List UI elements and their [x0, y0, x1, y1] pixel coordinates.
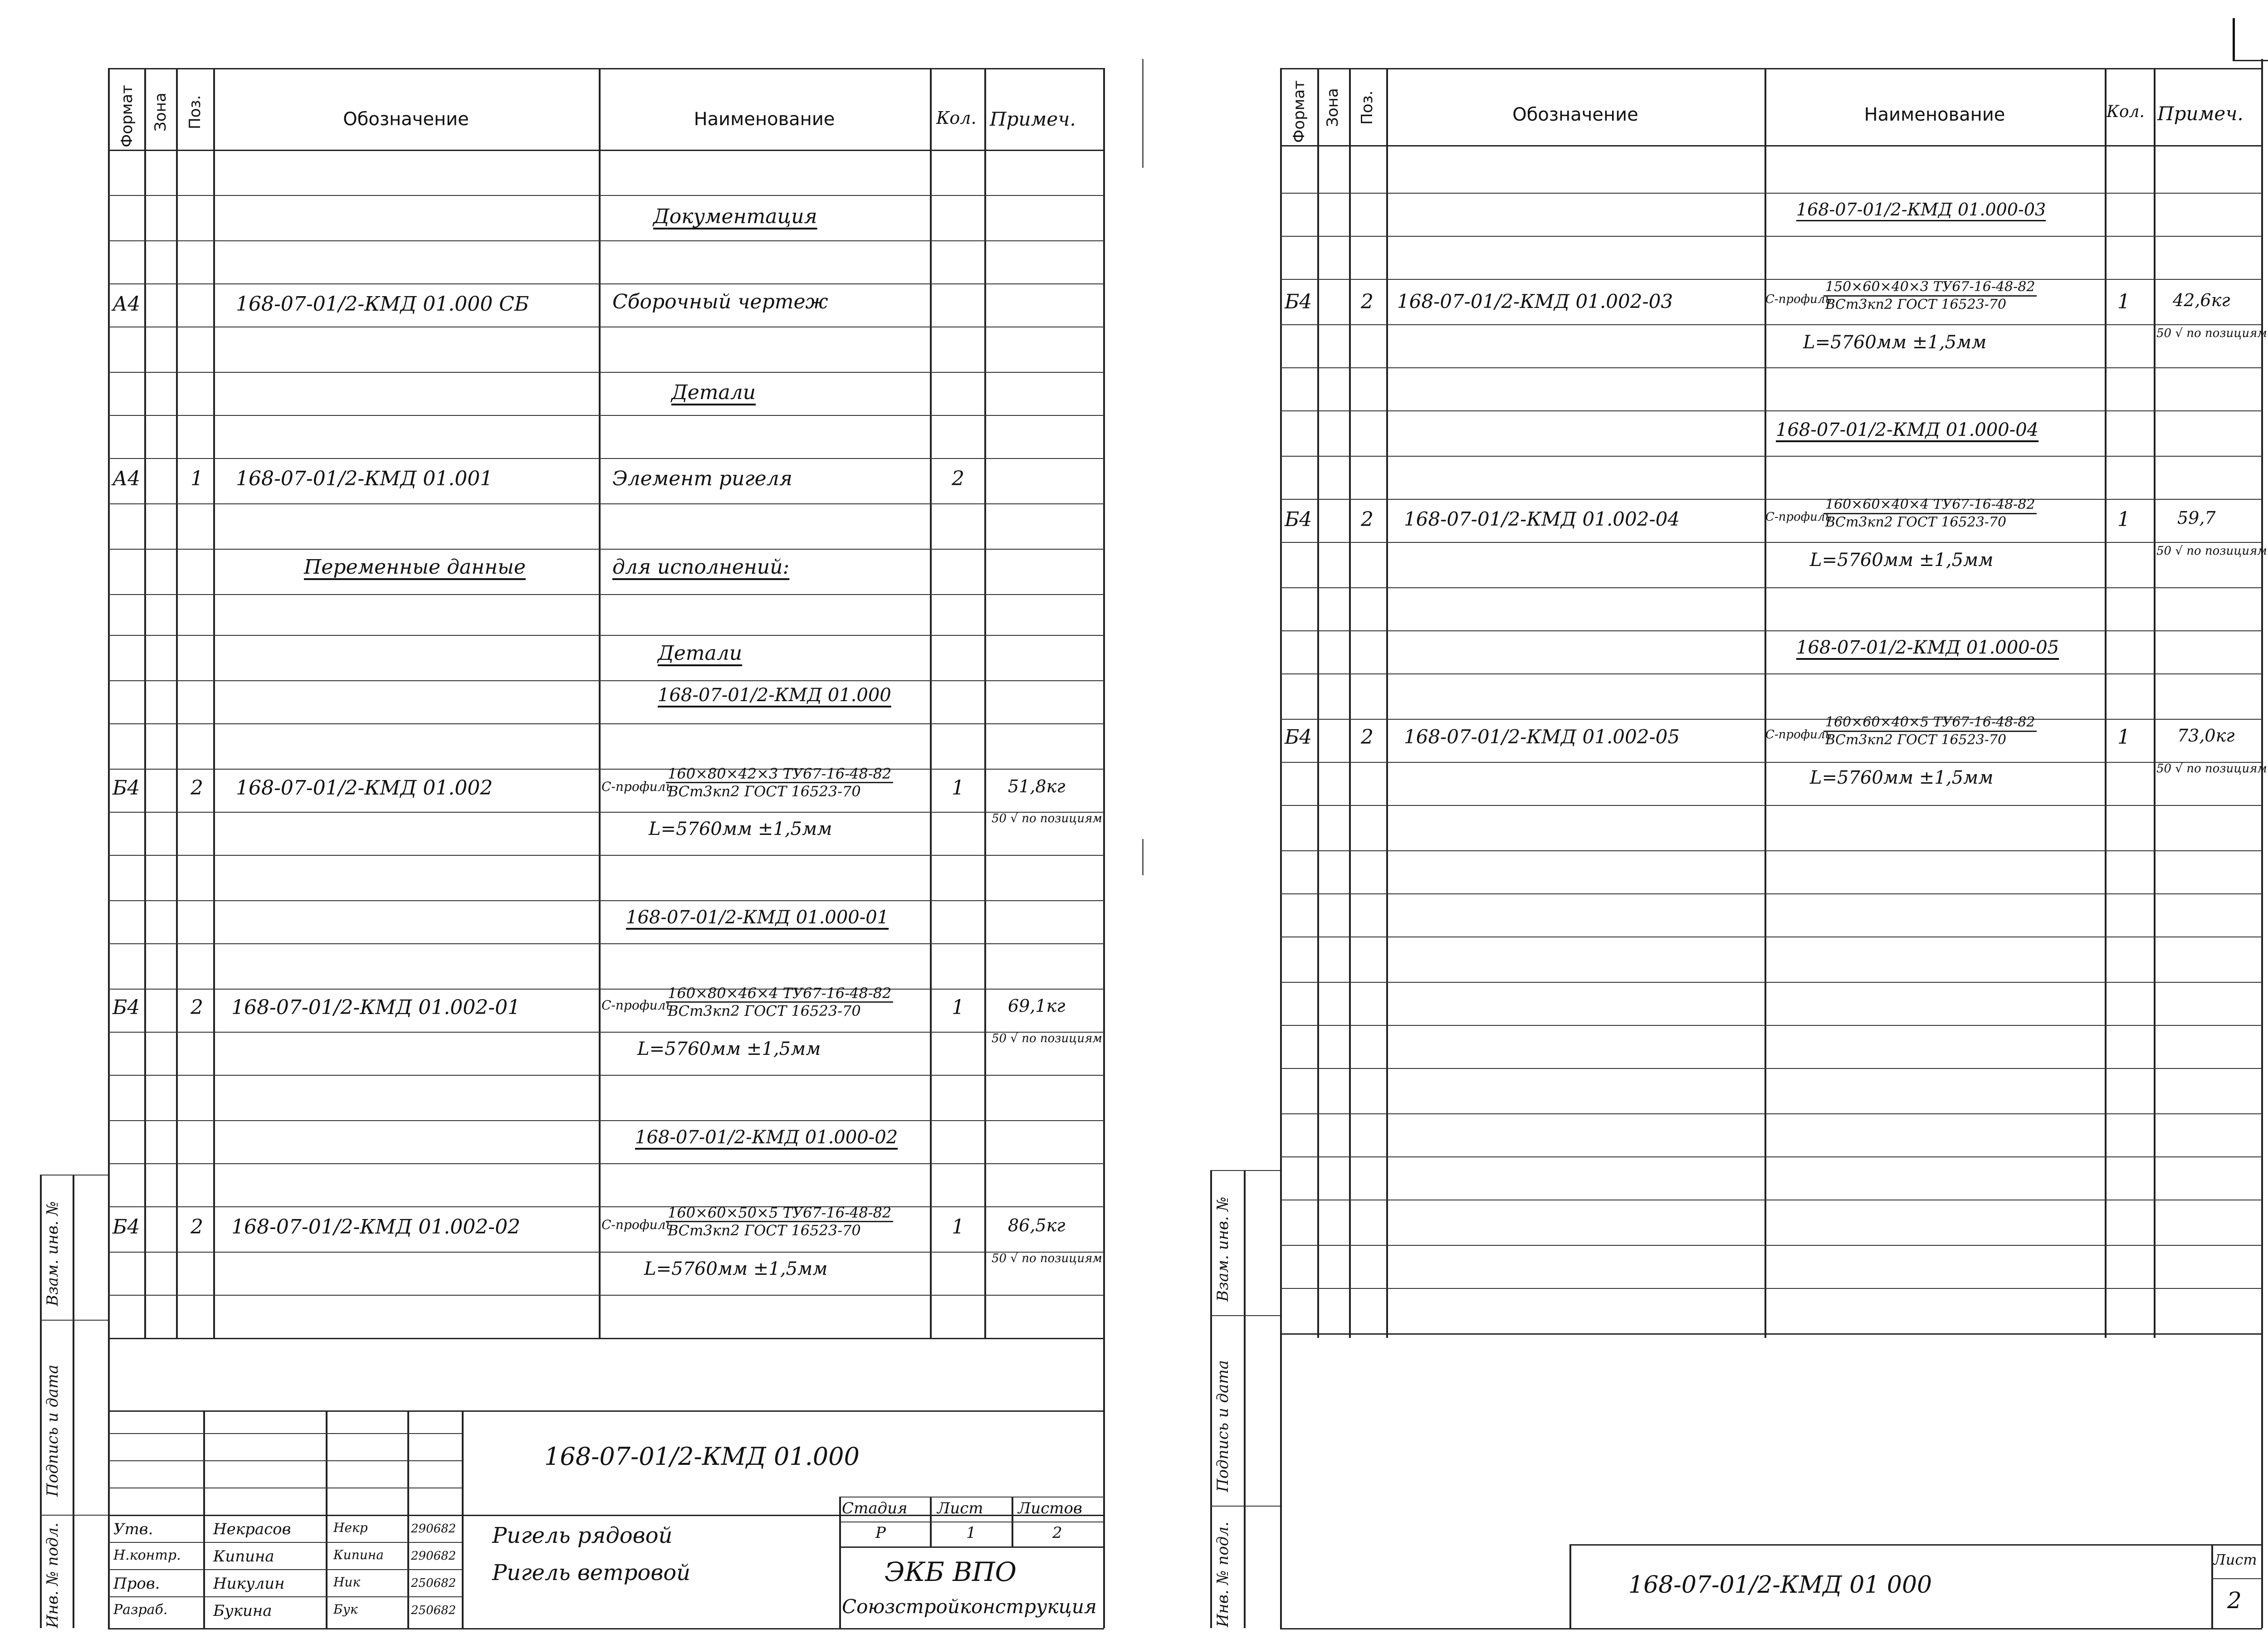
row-qty: 1 [2117, 508, 2130, 531]
left-border-line [1280, 68, 1282, 1628]
variant-code: 168-07-01/2-КМД 01.000-01 [626, 907, 889, 928]
tb-row-line [108, 1433, 462, 1434]
fold-mark [2233, 60, 2268, 61]
role-label: Утв. [113, 1520, 153, 1538]
profile-spec [1823, 714, 2037, 748]
row-format: Б4 [1285, 726, 1312, 749]
row-qty: 1 [952, 776, 964, 800]
row-line [108, 1075, 1104, 1076]
row-line [108, 372, 1104, 373]
row-format: Б4 [1285, 508, 1312, 531]
profile-steel: ВСт3кп2 ГОСТ 16523-70 [668, 1002, 861, 1019]
row-line [108, 415, 1104, 416]
profile-size: 160×60×40×5 ТУ67-16-48-82 [1823, 714, 2037, 732]
bottom-border-line [108, 1628, 1104, 1629]
profile-label: С-профиль [601, 1217, 673, 1232]
row-line [108, 635, 1104, 636]
stamp-line [1244, 1170, 1246, 1628]
row-line [1280, 1245, 2262, 1246]
table-bottom-line [108, 1338, 1104, 1339]
signature: Некр [333, 1520, 368, 1535]
row-name: Сборочный чертеж [612, 290, 828, 313]
header-line [1280, 145, 2262, 146]
profile-size: 160×80×42×3 ТУ67-16-48-82 [666, 766, 893, 783]
row-line [1280, 1068, 2262, 1069]
row-mass: 59,7 [2177, 508, 2216, 528]
row-designation: 168-07-01/2-КМД 01.002-04 [1404, 508, 1680, 530]
row-designation: 168-07-01/2-КМД 01.002-05 [1404, 726, 1680, 748]
tb-col-line [839, 1497, 841, 1628]
sign-date: 290682 [411, 1522, 456, 1536]
sign-date: 250682 [411, 1576, 456, 1590]
roughness-value: 50 [2156, 544, 2172, 558]
profile-spec [1823, 497, 2037, 531]
profile-label: С-профиль [601, 779, 673, 794]
row-pos: 2 [191, 1215, 203, 1239]
variable-data-label-2: для исполнений: [612, 556, 790, 579]
row-designation: 168-07-01/2-КМД 01.002 [236, 776, 493, 800]
col-line [984, 68, 986, 1338]
row-format: А4 [112, 293, 141, 316]
row-qty: 1 [952, 996, 964, 1019]
stamp-line [1210, 1170, 1280, 1171]
top-border-line [1280, 68, 2262, 69]
header-designation: Обозначение [1512, 104, 1638, 125]
row-mass: 69,1кг [1008, 996, 1066, 1016]
row-designation: 168-07-01/2-КМД 01.002-03 [1397, 290, 1673, 312]
note-by-positions: по позициям [2186, 762, 2267, 776]
profile-label: С-профиль [1765, 728, 1832, 741]
header-note: Примеч. [990, 108, 1076, 130]
stamp-sign-date: Подпись и дата [44, 1365, 62, 1497]
profile-size: 160×60×50×5 ТУ67-16-48-82 [666, 1205, 893, 1222]
row-mass: 51,8кг [1008, 776, 1066, 796]
row-line [1280, 893, 2262, 894]
header-line [108, 150, 1104, 151]
col-line [599, 68, 601, 1338]
row-length: L=5760мм ±1,5мм [1810, 550, 1994, 571]
col-line [930, 68, 932, 1338]
row-line [108, 900, 1104, 901]
row-designation: 168-07-01/2-КМД 01.001 [236, 467, 493, 490]
row-line [1280, 630, 2262, 631]
variable-data-label: Переменные данные [304, 556, 526, 579]
row-qty: 1 [2117, 726, 2130, 749]
sign-date: 290682 [411, 1549, 456, 1563]
stage-value: Р [875, 1524, 886, 1542]
stamp-line [73, 1175, 74, 1628]
row-length: L=5760мм ±1,5мм [637, 1039, 821, 1059]
sheets-value: 2 [1052, 1524, 1062, 1542]
roughness-value: 50 [992, 812, 1007, 825]
variant-code: 168-07-01/2-КМД 01.000-03 [1796, 200, 2046, 219]
row-length: L=5760мм ±1,5мм [1810, 767, 1994, 788]
roughness-value: 50 [992, 1032, 1007, 1045]
top-border-line [108, 68, 1104, 69]
stamp-line [40, 1175, 108, 1176]
person-name: Кипина [213, 1547, 274, 1566]
roughness-value: 50 [992, 1252, 1007, 1265]
roughness-note: 50 √ по позициям [2156, 544, 2267, 558]
row-line [1280, 456, 2262, 457]
tb-row-line [108, 1596, 462, 1597]
col-line [176, 68, 178, 1338]
header-pos: Поз. [1358, 90, 1376, 125]
org-name: ЭКБ ВПО [885, 1556, 1017, 1587]
row-line [1280, 1025, 2262, 1026]
role-label: Н.контр. [113, 1547, 181, 1563]
row-line [1280, 982, 2262, 983]
row-line [1280, 193, 2262, 194]
table-bottom-line [1280, 1333, 2262, 1335]
sheets-header: Листов [1018, 1499, 1082, 1517]
row-line [1280, 762, 2262, 763]
note-by-positions: по позициям [2186, 327, 2267, 340]
stamp-line [40, 1515, 108, 1516]
profile-steel: ВСт3кп2 ГОСТ 16523-70 [668, 783, 861, 800]
row-line [1280, 1288, 2262, 1289]
row-pos: 2 [1361, 290, 1374, 313]
tb-col-line [407, 1410, 409, 1628]
section-details: Детали [658, 642, 743, 665]
footer-sheet-label: Лист [2214, 1551, 2257, 1568]
roughness-note: 50 √ по позициям [992, 1032, 1102, 1045]
stamp-line [1210, 1506, 1280, 1507]
stamp-inv-original: Инв. № подл. [44, 1522, 62, 1628]
header-qty: Кол. [2107, 102, 2145, 121]
row-format: Б4 [112, 996, 140, 1019]
col-line [213, 68, 215, 1338]
profile-spec [666, 1205, 893, 1239]
person-name: Никулин [213, 1575, 285, 1593]
roughness-note: 50 √ по позициям [2156, 327, 2267, 340]
stage-header: Стадия [842, 1499, 908, 1517]
col-line [1317, 68, 1319, 1338]
stamp-line [1210, 1315, 1280, 1316]
row-line [108, 812, 1104, 813]
row-line [1280, 1156, 2262, 1157]
profile-label: С-профиль [1765, 293, 1832, 306]
profile-label: С-профиль [601, 998, 673, 1013]
roughness-note: 50 √ по позициям [992, 812, 1102, 825]
col-line [2105, 68, 2107, 1338]
row-line [108, 855, 1104, 856]
row-mass: 86,5кг [1008, 1215, 1066, 1235]
row-line [1280, 719, 2262, 720]
tb-row-line [108, 1460, 462, 1461]
profile-steel: ВСт3кп2 ГОСТ 16523-70 [1825, 732, 2007, 748]
header-qty: Кол. [936, 108, 977, 128]
note-by-positions: по позициям [1022, 1252, 1102, 1265]
title-doc-code: 168-07-01/2-КМД 01.000 [544, 1442, 860, 1471]
sheet-header: Лист [937, 1499, 983, 1517]
note-by-positions: по позициям [1022, 812, 1102, 825]
row-line [1280, 542, 2262, 543]
row-length: L=5760мм ±1,5мм [1803, 332, 1987, 353]
profile-steel: ВСт3кп2 ГОСТ 16523-70 [668, 1222, 861, 1239]
title-name-1: Ригель рядовой [492, 1523, 673, 1548]
variant-code: 168-07-01/2-КМД 01.000 [658, 685, 891, 706]
person-name: Букина [213, 1602, 272, 1620]
col-line [1765, 68, 1766, 1338]
footer-line [2211, 1578, 2262, 1579]
tb-row-line [108, 1542, 462, 1543]
header-format: Формат [118, 85, 136, 147]
row-format: Б4 [112, 1215, 140, 1239]
row-pos: 2 [1361, 726, 1374, 749]
section-details: Детали [671, 381, 756, 404]
stamp-replacement: Взам. инв. № [44, 1201, 62, 1306]
row-line [108, 943, 1104, 944]
tb-row-line [839, 1546, 1104, 1548]
row-designation: 168-07-01/2-КМД 01.002-01 [231, 996, 521, 1019]
profile-size: 160×80×46×4 ТУ67-16-48-82 [666, 985, 893, 1003]
variant-code: 168-07-01/2-КМД 01.000-04 [1776, 419, 2039, 440]
profile-label: С-профиль [1765, 510, 1832, 524]
row-line [1280, 324, 2262, 325]
note-by-positions: по позициям [1022, 1032, 1102, 1045]
title-block-top-line [108, 1410, 1104, 1412]
row-line [108, 1252, 1104, 1253]
fold-mark [2233, 18, 2235, 61]
row-pos: 1 [191, 467, 203, 490]
roughness-note: 50 √ по позициям [992, 1252, 1102, 1265]
row-line [108, 769, 1104, 770]
row-designation: 168-07-01/2-КМД 01.002-02 [231, 1215, 521, 1239]
row-line [108, 240, 1104, 241]
row-length: L=5760мм ±1,5мм [649, 819, 832, 839]
left-border-line [108, 68, 110, 1628]
row-line [1280, 673, 2262, 674]
row-line [108, 458, 1104, 459]
tb-col-line [326, 1410, 327, 1628]
signature: Кипина [333, 1547, 384, 1562]
row-qty: 1 [952, 1215, 964, 1239]
header-format: Формат [1290, 80, 1308, 143]
signature: Бук [333, 1602, 358, 1617]
row-line [108, 1295, 1104, 1296]
row-line [108, 723, 1104, 724]
row-qty: 2 [952, 467, 964, 490]
footer-doc-code: 168-07-01/2-КМД 01 000 [1628, 1571, 1932, 1599]
row-line [1280, 367, 2262, 368]
row-line [108, 283, 1104, 284]
right-border-line [2261, 59, 2263, 1628]
header-zone: Зона [1324, 88, 1342, 127]
fold-mark [1142, 839, 1144, 875]
header-name: Наименование [694, 109, 835, 130]
person-name: Некрасов [213, 1520, 291, 1538]
header-zone: Зона [152, 93, 170, 132]
tb-row-line [108, 1569, 462, 1570]
roughness-value: 50 [2156, 327, 2172, 340]
row-line [1280, 805, 2262, 806]
header-name: Наименование [1864, 104, 2005, 125]
row-line [108, 680, 1104, 681]
profile-steel: ВСт3кп2 ГОСТ 16523-70 [1825, 297, 2007, 312]
row-name: Элемент ригеля [612, 467, 792, 490]
row-line [108, 1206, 1104, 1207]
row-pos: 2 [191, 996, 203, 1019]
row-line [108, 549, 1104, 550]
stamp-line [1210, 1170, 1212, 1628]
profile-steel: ВСт3кп2 ГОСТ 16523-70 [1825, 514, 2007, 530]
bottom-border-line [1280, 1628, 2262, 1629]
row-line [1280, 410, 2262, 411]
row-line [108, 594, 1104, 595]
role-label: Разраб. [113, 1602, 168, 1618]
profile-spec [666, 766, 893, 800]
row-pos: 2 [191, 776, 203, 800]
row-designation: 168-07-01/2-КМД 01.000 СБ [236, 293, 529, 316]
stamp-sign-date: Подпись и дата [1214, 1360, 1232, 1492]
row-line [108, 989, 1104, 990]
col-line [1349, 68, 1351, 1338]
section-documentation: Документация [653, 205, 817, 228]
sheet-value: 1 [966, 1524, 976, 1542]
row-line [1280, 499, 2262, 500]
row-format: Б4 [1285, 290, 1312, 313]
row-line [1280, 587, 2262, 588]
row-line [1280, 1113, 2262, 1114]
sign-date: 250682 [411, 1604, 456, 1617]
signature: Ник [333, 1575, 361, 1590]
stamp-line [40, 1320, 108, 1321]
row-mass: 73,0кг [2177, 726, 2235, 746]
col-line [1386, 68, 1388, 1338]
fold-mark [1142, 59, 1144, 168]
title-name-2: Ригель ветровой [492, 1560, 691, 1585]
profile-spec [666, 985, 893, 1019]
row-mass: 42,6кг [2173, 290, 2230, 310]
tb-col-line [203, 1410, 205, 1628]
row-line [108, 195, 1104, 196]
row-format: Б4 [112, 776, 140, 800]
footer-sheet-number: 2 [2227, 1587, 2242, 1614]
header-pos: Поз. [186, 95, 204, 129]
row-line [108, 503, 1104, 504]
roughness-value: 50 [2156, 762, 2172, 776]
role-label: Пров. [113, 1575, 160, 1593]
variant-code: 168-07-01/2-КМД 01.000-05 [1796, 637, 2059, 658]
header-designation: Обозначение [343, 109, 469, 130]
tb-col-line [462, 1410, 464, 1628]
row-line [1280, 279, 2262, 280]
row-format: А4 [112, 467, 141, 490]
note-by-positions: по позициям [2186, 544, 2267, 558]
row-length: L=5760мм ±1,5мм [644, 1258, 828, 1279]
stamp-line [40, 1175, 42, 1628]
profile-size: 150×60×40×3 ТУ67-16-48-82 [1823, 279, 2037, 297]
row-line [108, 1120, 1104, 1121]
stamp-replacement: Взам. инв. № [1214, 1196, 1232, 1302]
right-border-line [1103, 68, 1105, 1628]
org-name-2: Союзстройконструкция [842, 1595, 1097, 1618]
profile-size: 160×60×40×4 ТУ67-16-48-82 [1823, 497, 2037, 514]
profile-spec [1823, 279, 2037, 313]
variant-code: 168-07-01/2-КМД 01.000-02 [635, 1127, 898, 1148]
row-line [108, 1163, 1104, 1164]
footer-line [1569, 1544, 2262, 1546]
roughness-note: 50 √ по позициям [2156, 762, 2267, 776]
row-line [1280, 850, 2262, 851]
header-note: Примеч. [2157, 102, 2244, 125]
row-line [108, 1032, 1104, 1033]
col-line [144, 68, 146, 1338]
stamp-inv-original: Инв. № подл. [1214, 1522, 1232, 1627]
row-line [1280, 236, 2262, 237]
footer-line [2211, 1544, 2213, 1628]
row-pos: 2 [1361, 508, 1374, 531]
row-qty: 1 [2117, 290, 2130, 313]
footer-line [1569, 1544, 1571, 1628]
col-line [2154, 68, 2156, 1338]
